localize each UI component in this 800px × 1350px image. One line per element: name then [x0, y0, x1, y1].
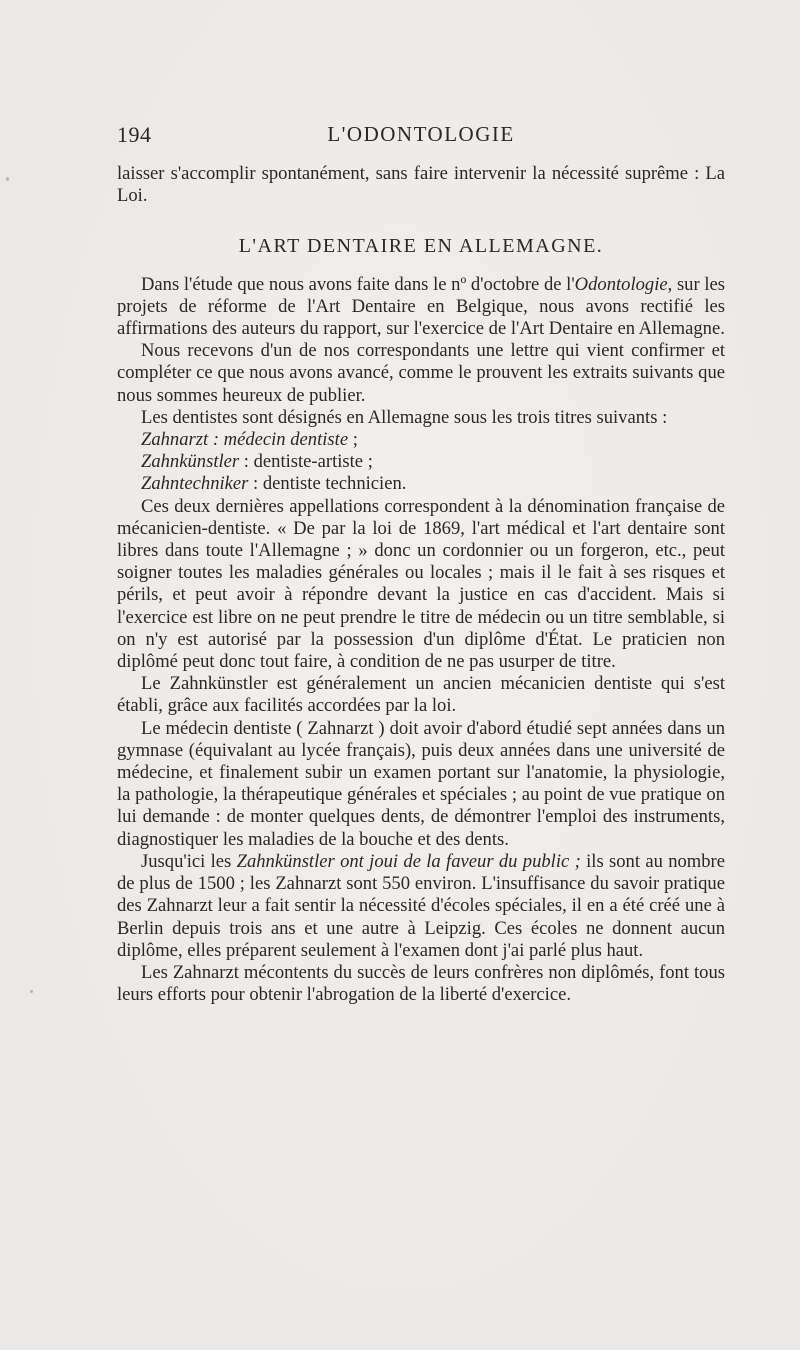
paragraph [117, 851, 725, 962]
paragraph: Le Zahnkünstler est généralement un ancien mécanicien dentiste qui s'est établi, grâce aux facilités accordées par la loi. [117, 673, 725, 717]
journal-title: Odontologie [574, 273, 668, 295]
title-term: Zahntechniker [141, 473, 249, 495]
paper-speck [6, 177, 9, 181]
paragraph-text: Jusqu'ici les [141, 850, 237, 872]
list-item [117, 429, 725, 451]
paragraph-text: , sur les projets de réforme de l'Art Dentaire en Belgique, nous avons rectifié les affirmations des auteurs du rapport, sur l'exercice de l'Art Dentaire en Allemagne. [117, 273, 725, 340]
paragraph: Les dentistes sont désignés en Allemagne sous les trois titres suivants : [141, 406, 668, 428]
title-term: Zahnkünstler [141, 451, 240, 473]
paragraph-text: Dans l'étude que nous avons faite dans le nº d'octobre de l' [141, 273, 575, 295]
paragraph: Le médecin dentiste ( Zahnarzt ) doit avoir d'abord étudié sept années dans un gymnase (équivalant au lycée français), puis deux années dans une université de médecine, et finalement subir un examen portant sur l'anatomie, la physiologie, la pathologie, la thérapeutique générales et spéciales ; au point de vue pratique on lui demande : de monter quelques dents, de démontrer l'emploi des instruments, diagnostiquer les maladies de la bouche et des dents. [117, 717, 725, 850]
section-title: L'ART DENTAIRE EN ALLEMAGNE. [238, 235, 604, 258]
paragraph [117, 274, 725, 341]
paragraph-continuation: laisser s'accomplir spontanément, sans faire intervenir la nécessité suprême : La Loi. [117, 163, 725, 207]
title-term: Zahnarzt : médecin dentiste [141, 429, 349, 451]
paragraph: Ces deux dernières appellations correspondent à la dénomination française de mécanicien-dentiste. « De par la loi de 1869, l'art médical et l'art dentaire sont libres dans toute l'Allemagne ; » donc un cordonnier ou un forgeron, etc., peut soigner toutes les maladies générales ou locales ; mais il le fait à ses risques et périls, et peut avoir à répondre devant la justice en cas d'accident. Mais si l'exercice est libre on ne peut prendre le titre de médecin ou un titre semblable, si on n'y est autorisé par la possession d'un diplôme d'État. Le praticien non diplômé peut donc tout faire, à condition de ne pas usurper de titre. [117, 495, 725, 673]
paragraph: Les Zahnarzt mécontents du succès de leurs confrères non diplômés, font tous leurs efforts pour obtenir l'abrogation de la liberté d'exercice. [117, 961, 725, 1006]
paragraph: Nous recevons d'un de nos correspondants une lettre qui vient confirmer et compléter ce que nous avons avancé, comme le prouvent les extraits suivants que nous sommes heureux de publier. [117, 340, 725, 406]
list-item [117, 473, 725, 495]
title-description: : dentiste-artiste ; [239, 451, 373, 473]
running-title: L'ODONTOLOGIE [327, 122, 515, 146]
paragraph-text: ils sont au nombre de plus de 1500 ; les Zahnarzt sont 550 environ. L'insuffisance du savoir pratique des Zahnarzt leur a fait sentir la nécessité d'écoles spéciales, il en a été créé une à Berlin depuis trois ans et une autre à Leipzig. Ces écoles ne donnent aucun diplôme, elles préparent seulement à l'examen dont j'ai parlé plus haut. [117, 850, 725, 961]
title-description: : dentiste technicien. [248, 473, 407, 495]
running-head [117, 122, 725, 152]
body-text [117, 163, 725, 1006]
paper-speck [30, 990, 33, 993]
list-item [117, 451, 725, 473]
italic-phrase: Zahnkünstler ont joui de la faveur du public ; [236, 850, 581, 872]
page-number: 194 [117, 122, 152, 147]
title-description: ; [348, 429, 358, 451]
titles-list [117, 429, 725, 496]
